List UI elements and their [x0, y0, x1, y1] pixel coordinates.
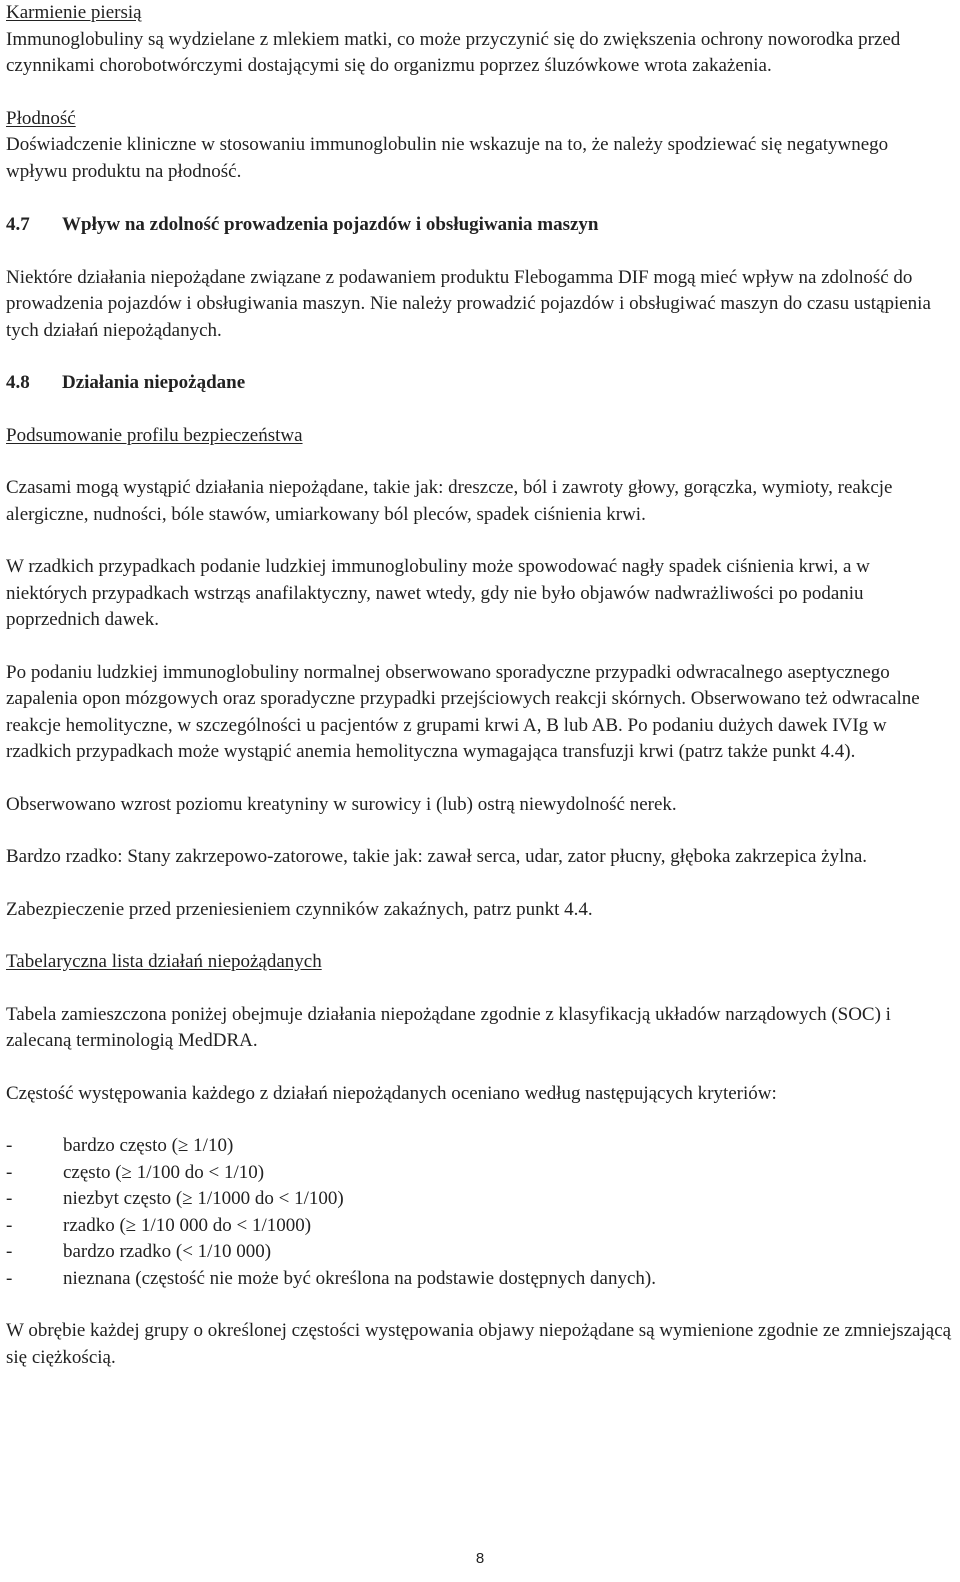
breastfeeding-heading: Karmienie piersią: [6, 2, 142, 23]
list-item: [6, 1213, 954, 1240]
list-item: [6, 1266, 954, 1293]
section-4-7-text: Niektóre działania niepożądane związane z podawaniem produktu Flebogamma DIF mogą mieć wpływ na zdolność do prowadzenia pojazdów i obsługiwania maszyn. Nie należy prowadzić pojazdów i obsługiwać maszyn do czasu ustąpienia tych działań niepożądanych.: [6, 266, 931, 341]
list-bullet: -: [6, 1135, 13, 1156]
list-bullet: -: [6, 1188, 13, 1209]
list-item-text: nieznana (częstość nie może być określona na podstawie dostępnych danych).: [63, 1267, 656, 1289]
document-page: [6, 0, 954, 1371]
list-item-text: rzadko (≥ 1/10 000 do < 1/1000): [63, 1214, 312, 1236]
section-4-7-number: 4.7: [6, 214, 30, 235]
breastfeeding-text: Immunoglobuliny są wydzielane z mlekiem matki, co może przyczynić się do zwiększenia ochrony noworodka przed czynnikami chorobotwórczymi dostającymi się do organizmu poprzez śluzówkowe wrota zakażenia.: [6, 28, 901, 76]
list-bullet: -: [6, 1161, 13, 1183]
adverse-effects-paragraph-6: Zabezpieczenie przed przeniesieniem czynników zakaźnych, patrz punkt 4.4.: [6, 898, 593, 920]
adverse-effects-paragraph-2: W rzadkich przypadkach podanie ludzkiej immunoglobuliny może spowodować nagły spadek ciśnienia krwi, a w niektórych przypadkach wstrząs anafilaktyczny, nawet wtedy, gdy nie było objawów nadwrażliwości po podaniu poprzednich dawek.: [6, 556, 870, 630]
section-4-8-title: Działania niepożądane: [62, 372, 246, 393]
list-item: [6, 1133, 954, 1160]
page-number: 8: [475, 1550, 485, 1567]
adverse-effects-paragraph-7: Tabela zamieszczona poniżej obejmuje działania niepożądane zgodnie z klasyfikacją układów narządowych (SOC) i zalecaną terminologią MedDRA.: [6, 1003, 891, 1051]
list-item: [6, 1239, 954, 1266]
section-4-8-heading: [6, 370, 954, 397]
adverse-effects-paragraph-4: Obserwowano wzrost poziomu kreatyniny w surowicy i (lub) ostrą niewydolność nerek.: [6, 793, 677, 815]
adverse-effects-paragraph-3: Po podaniu ludzkiej immunoglobuliny normalnej obserwowano sporadyczne przypadki odwracalnego aseptycznego zapalenia opon mózgowych oraz sporadyczne przypadki przejściowych reakcji skórnych. Obserwowano też odwracalne reakcje hemolityczne, w szczególności u pacjentów z grupami krwi A, B lub AB. Po podaniu dużych dawek IVIg w rzadkich przypadkach może wystąpić anemia hemolityczna wymagająca transfuzji krwi (patrz także punkt 4.4).: [6, 661, 920, 762]
list-item-text: bardzo rzadko (< 1/10 000): [63, 1241, 272, 1262]
safety-profile-heading: Podsumowanie profilu bezpieczeństwa: [6, 424, 303, 446]
list-bullet: -: [6, 1267, 13, 1289]
list-item: [6, 1160, 954, 1187]
section-4-8-number: 4.8: [6, 372, 30, 393]
list-item: [6, 1186, 954, 1213]
list-item-text: niezbyt często (≥ 1/1000 do < 1/100): [63, 1188, 344, 1209]
adverse-effects-paragraph-9: W obrębie każdej grupy o określonej częstości występowania objawy niepożądane są wymienione zgodnie ze zmniejszającą się ciężkością.: [6, 1320, 952, 1368]
list-item-text: bardzo często (≥ 1/10): [63, 1135, 234, 1156]
adverse-effects-paragraph-8: Częstość występowania każdego z działań niepożądanych oceniano według następujących kryteriów:: [6, 1082, 777, 1104]
fertility-text: Doświadczenie kliniczne w stosowaniu immunoglobulin nie wskazuje na to, że należy spodziewać się negatywnego wpływu produktu na płodność.: [6, 134, 889, 182]
list-item-text: często (≥ 1/100 do < 1/10): [63, 1161, 265, 1183]
section-4-7-title: Wpływ na zdolność prowadzenia pojazdów i obsługiwania maszyn: [62, 214, 599, 235]
frequency-list: [6, 1133, 954, 1292]
adverse-effects-paragraph-1: Czasami mogą wystąpić działania niepożądane, takie jak: dreszcze, ból i zawroty głowy, gorączka, wymioty, reakcje alergiczne, nudności, bóle stawów, umiarkowany ból pleców, spadek ciśnienia krwi.: [6, 477, 893, 525]
fertility-heading: Płodność: [6, 107, 76, 129]
adverse-effects-paragraph-5: Bardzo rzadko: Stany zakrzepowo-zatorowe, takie jak: zawał serca, udar, zator płucny, głęboka zakrzepica żylna.: [6, 846, 868, 867]
section-4-7-heading: [6, 212, 954, 239]
tabulated-list-heading: Tabelaryczna lista działań niepożądanych: [6, 951, 322, 972]
list-bullet: -: [6, 1241, 13, 1262]
list-bullet: -: [6, 1214, 13, 1236]
